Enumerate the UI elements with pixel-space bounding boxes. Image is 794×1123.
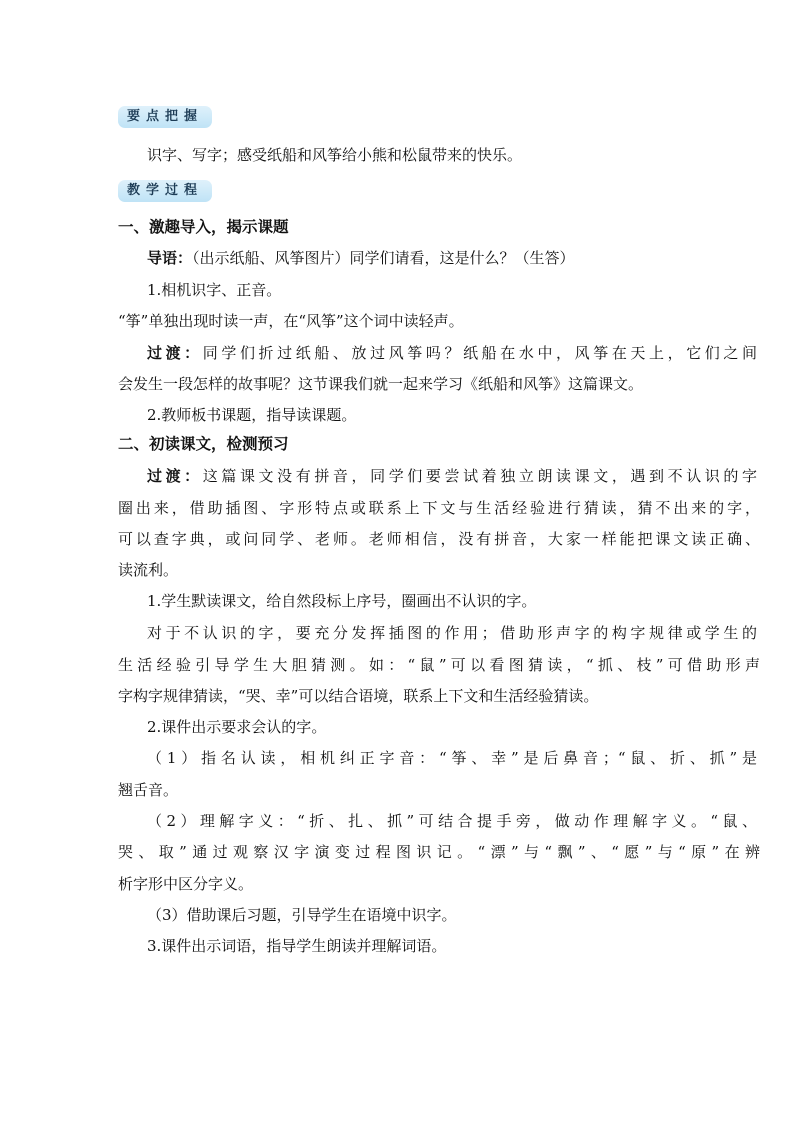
paragraph-line: 字构字规律猜读，“哭、幸”可以结合语境，联系上下文和生活经验猜读。	[118, 687, 599, 705]
paragraph-line: （2）理解字义：“折、扎、抓”可结合提手旁，做动作理解字义。“鼠、	[147, 812, 757, 830]
inline-label: 过渡：	[147, 467, 203, 485]
section-tag-key-points: 要点把握	[118, 106, 212, 128]
paragraph-line: 翘舌音。	[118, 781, 179, 799]
inline-label: 导语：	[147, 249, 193, 267]
paragraph-line: 2.教师板书课题，指导读课题。	[147, 406, 357, 424]
inline-label: 过渡：	[147, 344, 203, 362]
section-heading-2: 二、初读课文，检测预习	[118, 435, 289, 453]
paragraph-line	[147, 343, 757, 363]
paragraph-line: 3.课件出示词语，指导学生朗读并理解词语。	[147, 937, 447, 955]
paragraph-line: （1）指名认读，相机纠正字音：“筝、幸”是后鼻音；“鼠、折、抓”是	[147, 749, 757, 767]
paragraph-line: 圈出来，借助插图、字形特点或联系上下文与生活经验进行猜读，猜不出来的字，	[118, 499, 760, 517]
inline-text: 同学们折过纸船、放过风筝吗？纸船在水中，风筝在天上，它们之间	[202, 344, 757, 362]
paragraph-line: 1.相机识字、正音。	[147, 281, 282, 299]
paragraph-line: 识字、写字；感受纸船和风筝给小熊和松鼠带来的快乐。	[147, 146, 523, 164]
paragraph-line: 1.学生默读课文，给自然段标上序号，圈画出不认识的字。	[147, 592, 537, 610]
inline-text: 这篇课文没有拼音，同学们要尝试着独立朗读课文，遇到不认识的字	[202, 467, 757, 485]
paragraph-line	[147, 248, 575, 268]
inline-text: （出示纸船、风筝图片）同学们请看，这是什么？（生答）	[192, 249, 575, 267]
paragraph-line: 会发生一段怎样的故事呢？这节课我们就一起来学习《纸船和风筝》这篇课文。	[118, 375, 644, 393]
paragraph-line: “筝”单独出现时读一声，在“风筝”这个词中读轻声。	[118, 312, 464, 330]
paragraph-line: 生活经验引导学生大胆猜测。如：“鼠”可以看图猜读，“抓、枝”可借助形声	[118, 656, 760, 674]
section-heading-1: 一、激趣导入，揭示课题	[118, 218, 289, 236]
paragraph-line: 可以查字典，或问同学、老师。老师相信，没有拼音，大家一样能把课文读正确、	[118, 530, 760, 548]
paragraph-line	[147, 466, 757, 486]
paragraph-line: （3）借助课后习题，引导学生在语境中识字。	[147, 906, 457, 924]
paragraph-line: 对于不认识的字，要充分发挥插图的作用；借助形声字的构字规律或学生的	[147, 624, 757, 642]
paragraph-line: 哭、取”通过观察汉字演变过程图识记。“漂”与“飘”、“愿”与“原”在辨	[118, 843, 760, 861]
paragraph-line: 读流利。	[118, 561, 179, 579]
paragraph-line: 2.课件出示要求会认的字。	[147, 718, 327, 736]
section-tag-teaching-process: 教学过程	[118, 180, 212, 202]
paragraph-line: 析字形中区分字义。	[118, 875, 254, 893]
decorative-dots	[130, 99, 170, 102]
